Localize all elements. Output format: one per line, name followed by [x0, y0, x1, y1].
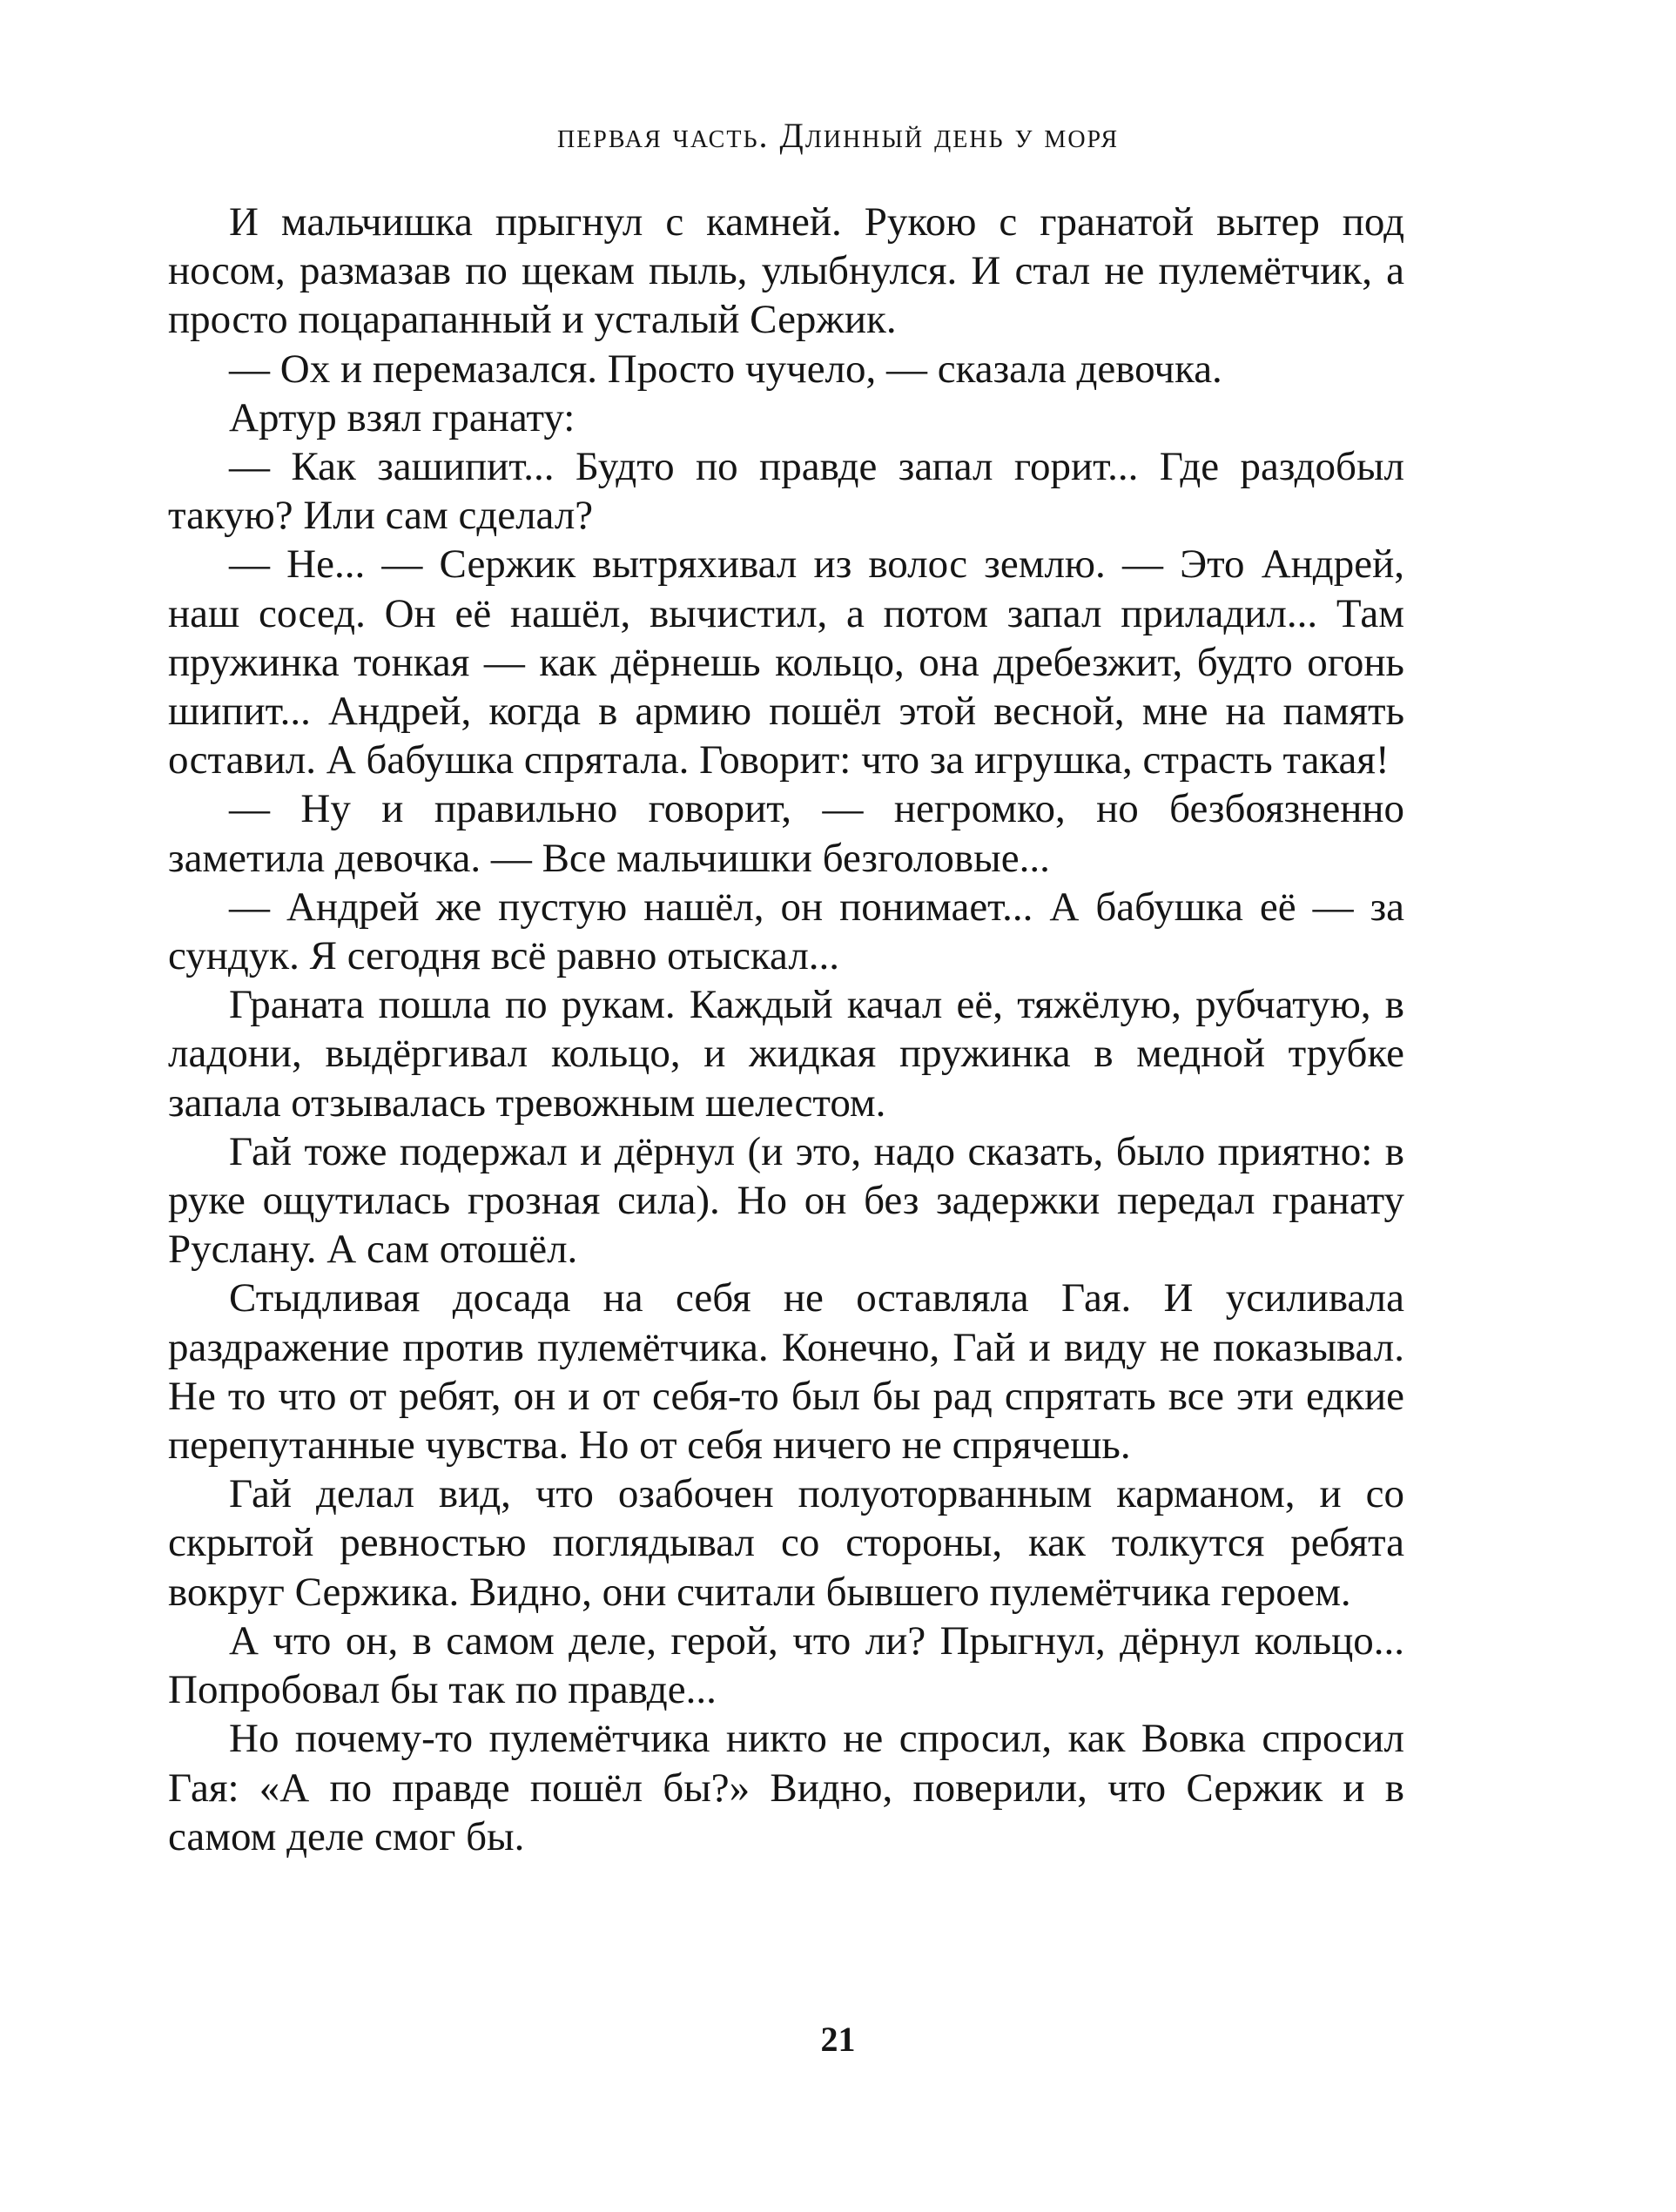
running-head-part: первая часть. — [556, 116, 770, 155]
paragraph: И мальчишка прыгнул с камней. Рукою с гранатой вытер под носом, размазав по щекам пыль, улыбнулся. И стал не пулемётчик, а просто поцарапанный и усталый Сержик. — [168, 199, 1404, 343]
paragraph: — Ну и правильно говорит, — негромко, но безбоязненно заметила девочка. — Все мальчишки безголовые... — [168, 786, 1404, 881]
body-text — [168, 198, 1404, 1861]
running-head-title-text: Длинный день у моря — [779, 116, 1120, 155]
running-head — [0, 111, 1676, 160]
paragraph: — Не... — Сержик вытряхивал из волос землю. — Это Андрей, наш сосед. Он её нашёл, вычистил, а потом запал приладил... Там пружинка тонкая — как дёрнешь кольцо, она дребезжит, будто огонь шипит... Андрей, когда в армию пошёл этой весной, мне на память оставил. А бабушка спрятала. Говорит: что за игрушка, страсть такая! — [168, 541, 1404, 783]
paragraph: — Как зашипит... Будто по правде запал горит... Где раздобыл такую? Или сам сделал? — [168, 444, 1404, 539]
paragraph: Граната пошла по рукам. Каждый качал её, тяжёлую, рубчатую, в ладони, выдёргивал кольцо, и жидкая пружинка в медной трубке запала отзывалась тревожным шелестом. — [168, 982, 1404, 1126]
paragraph: Артур взял гранату: — [229, 394, 575, 440]
paragraph: Гай тоже подержал и дёрнул (и это, надо сказать, было приятно: в руке ощутилась грозная сила). Но он без задержки передал гранату Руслану. А сам отошёл. — [168, 1128, 1404, 1273]
paragraph: Но почему-то пулемётчика никто не спросил, как Вовка спросил Гая: «А по правде пошёл бы?» Видно, поверили, что Сержик и в самом деле смог бы. — [168, 1716, 1404, 1859]
page-number: 21 — [820, 2020, 856, 2059]
paragraph: — Ох и перемазался. Просто чучело, — сказала девочка. — [229, 346, 1222, 392]
paragraph: Гай делал вид, что озабочен полуоторванным карманом, и со скрытой ревностью поглядывал со стороны, как толкутся ребята вокруг Сержика. Видно, они считали бывшего пулемётчика героем. — [168, 1471, 1404, 1615]
paragraph: А что он, в самом деле, герой, что ли? Прыгнул, дёрнул кольцо... Попробовал бы так по правде... — [168, 1617, 1404, 1713]
paragraph: — Андрей же пустую нашёл, он понимает... А бабушка её — за сундук. Я сегодня всё равно отыскал... — [168, 884, 1404, 979]
running-head-title — [780, 116, 1120, 155]
paragraph: Стыдливая досада на себя не оставляла Гая. И усиливала раздражение против пулемётчика. Конечно, Гай и виду не показывал. Не то что от ребят, он и от себя-то был бы рад спрятать все эти едкие перепутанные чувства. Но от себя ничего не спрячешь. — [168, 1275, 1404, 1469]
